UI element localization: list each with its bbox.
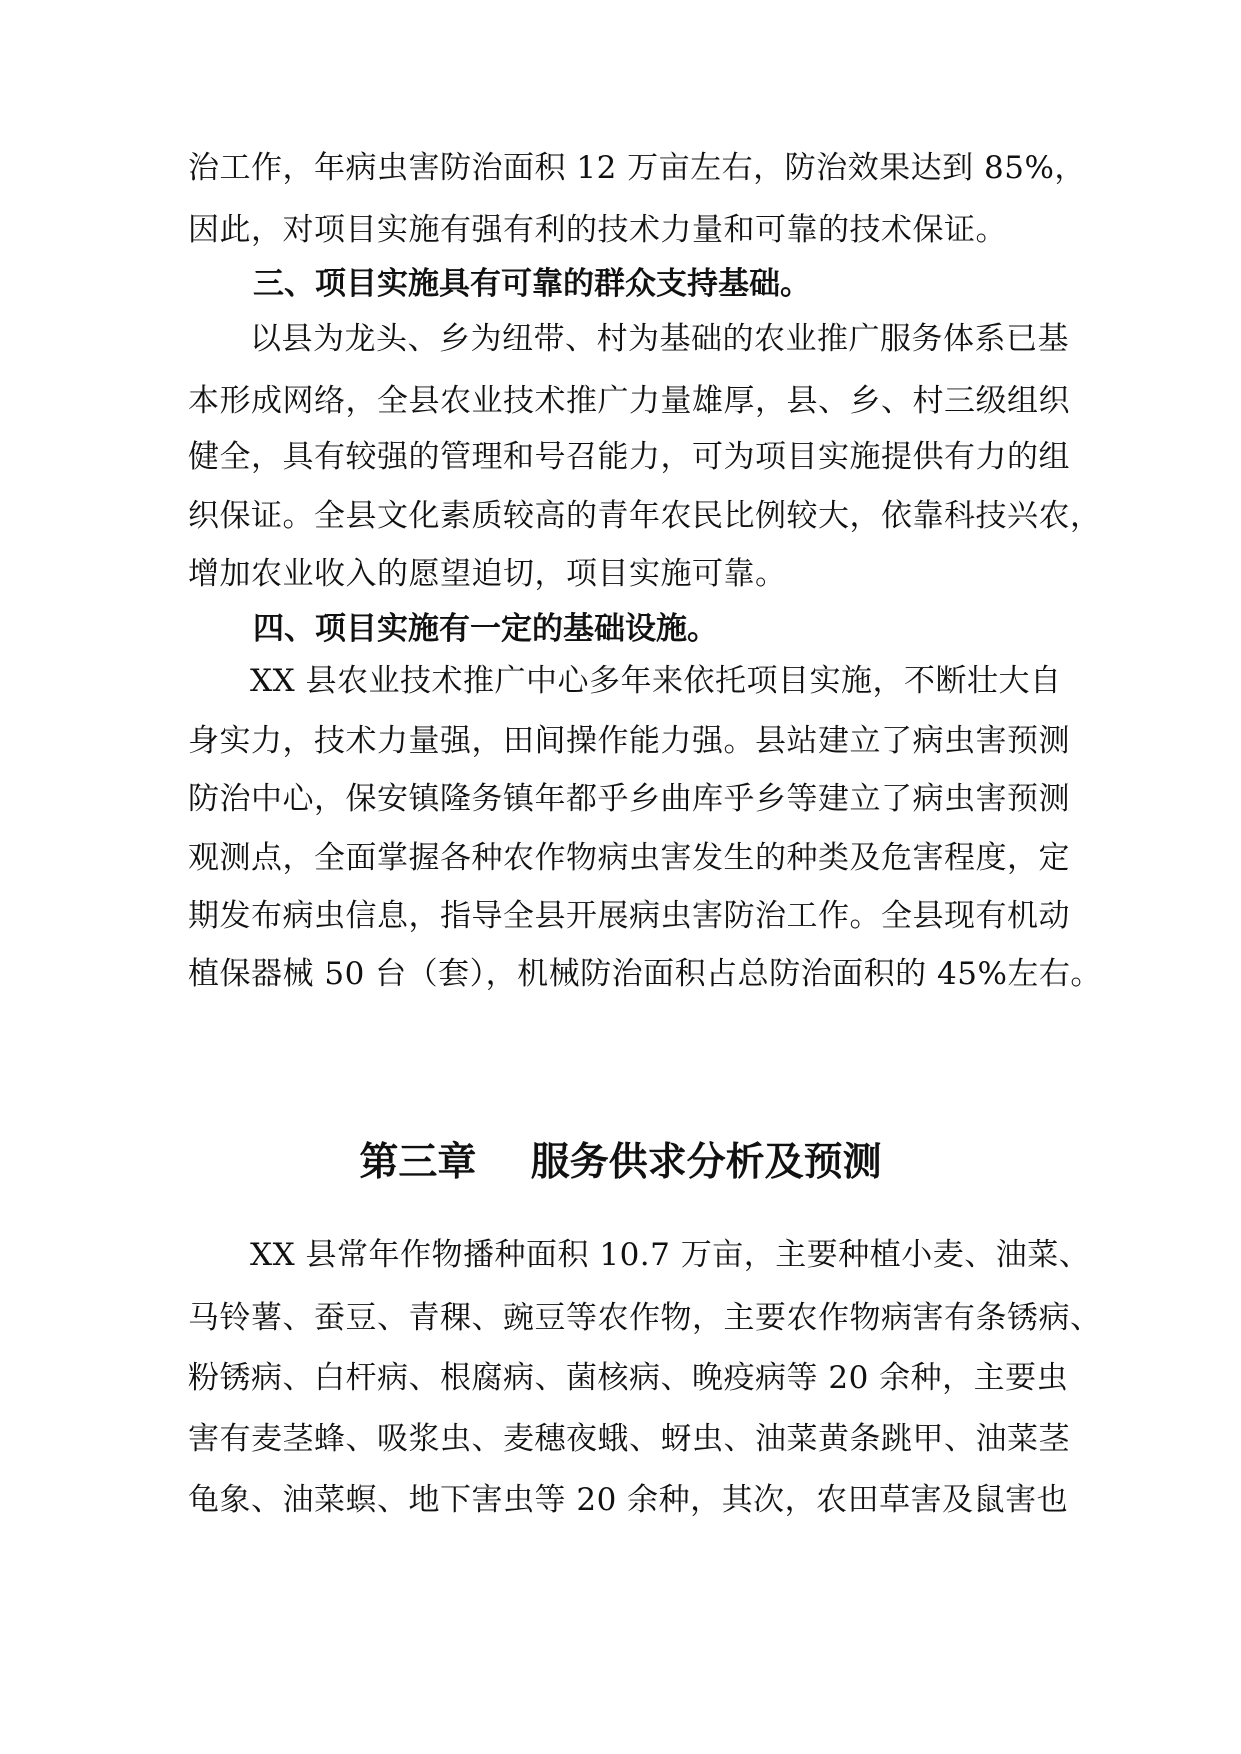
paragraph-line: 期发布病虫信息，指导全县开展病虫害防治工作。全县现有机动 <box>188 898 1070 934</box>
paragraph-line: 增加农业收入的愿望迫切，项目实施可靠。 <box>188 556 787 592</box>
paragraph-line: XX 县常年作物播种面积 10.7 万亩，主要种植小麦、油菜、 <box>250 1237 1091 1273</box>
paragraph-line: 身实力，技术力量强，田间操作能力强。县站建立了病虫害预测 <box>188 723 1070 759</box>
paragraph-line: 本形成网络，全县农业技术推广力量雄厚，县、乡、村三级组织 <box>188 383 1070 419</box>
paragraph-line: 害有麦茎蜂、吸浆虫、麦穗夜蛾、蚜虫、油菜黄条跳甲、油菜茎 <box>188 1421 1070 1457</box>
paragraph-line: 织保证。全县文化素质较高的青年农民比例较大，依靠科技兴农， <box>188 498 1102 534</box>
paragraph-line: 植保器械 50 台（套），机械防治面积占总防治面积的 45%左右。 <box>188 956 1102 992</box>
paragraph-line: 以县为龙头、乡为纽带、村为基础的农业推广服务体系已基 <box>250 321 1069 357</box>
paragraph-line: 治工作，年病虫害防治面积 12 万亩左右，防治效果达到 85%， <box>188 150 1086 186</box>
section-heading-4: 四、项目实施有一定的基础设施。 <box>253 611 718 647</box>
paragraph-line: XX 县农业技术推广中心多年来依托项目实施，不断壮大自 <box>250 663 1062 699</box>
paragraph-line: 健全，具有较强的管理和号召能力，可为项目实施提供有力的组 <box>188 439 1070 475</box>
paragraph-line: 观测点，全面掌握各种农作物病虫害发生的种类及危害程度，定 <box>188 840 1070 876</box>
paragraph-line: 马铃薯、蚕豆、青稞、豌豆等农作物，主要农作物病害有条锈病、 <box>188 1300 1102 1336</box>
paragraph-line: 因此，对项目实施有强有利的技术力量和可靠的技术保证。 <box>188 212 1007 248</box>
section-heading-3: 三、项目实施具有可靠的群众支持基础。 <box>253 266 811 302</box>
paragraph-line: 龟象、油菜螟、地下害虫等 20 余种，其次，农田草害及鼠害也 <box>188 1482 1069 1518</box>
paragraph-line: 粉锈病、白杆病、根腐病、菌核病、晚疫病等 20 余种，主要虫 <box>188 1360 1069 1396</box>
chapter-title: 第三章 服务供求分析及预测 <box>359 1140 882 1185</box>
paragraph-line: 防治中心，保安镇隆务镇年都乎乡曲库乎乡等建立了病虫害预测 <box>188 781 1070 817</box>
